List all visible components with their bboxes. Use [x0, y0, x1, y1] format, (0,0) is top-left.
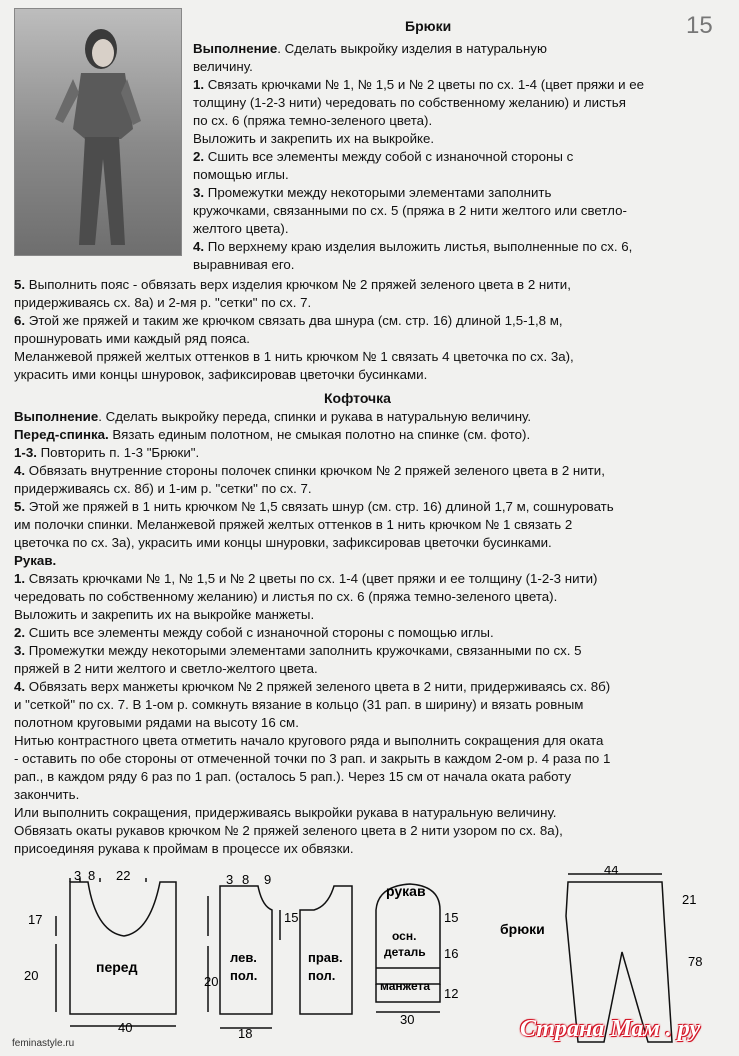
site-name: feminastyle.ru: [12, 1038, 75, 1049]
blouse-instructions: [14, 408, 724, 858]
front-dim-17: 17: [28, 912, 43, 927]
blouse-line: 1-3. Повторить п. 1-3 "Брюки".: [14, 445, 200, 460]
pants-instructions: [193, 40, 723, 274]
pants-line: Меланжевой пряжей желтых оттенков в 1 нить крючком № 1 связать 4 цветочка по сх. 3а),: [14, 349, 574, 364]
blouse-line: 1. Связать крючками № 1, № 1,5 и № 2 цветы по сх. 1-4 (цвет пряжи и ее толщину (1-2-3 нити): [14, 571, 598, 586]
pants-line: прошнуровать ими каждый ряд пояса.: [14, 331, 250, 346]
blouse-line: 2. Сшить все элементы между собой с изнаночной стороны с помощью иглы.: [14, 625, 494, 640]
sleeve-label: рукав: [386, 883, 426, 899]
blouse-line: придерживаясь сх. 8б) и 1-им р. "сетки" по сх. 7.: [14, 481, 312, 496]
blouse-title: Кофточка: [324, 390, 391, 406]
model-photo: [14, 8, 182, 256]
right-label-1: прав.: [308, 950, 343, 965]
blouse-line: 3. Промежутки между некоторыми элементами заполнить кружочками, связанными по сх. 5: [14, 643, 582, 658]
left-dim-20: 20: [204, 974, 219, 989]
blouse-line: им полочки спинки. Меланжевой пряжей желтых оттенков в 1 нить крючком № 1 связать 2: [14, 517, 573, 532]
blouse-line: чередовать по собственному желанию) и листья по сх. 6 (пряжа темно-зеленого цвета).: [14, 589, 558, 604]
left-dim-8: 8: [242, 872, 250, 887]
pants-line: кружочками, связанными по сх. 5 (пряжа в 2 нити желтого или светло-: [193, 203, 627, 218]
blouse-line: Или выполнить сокращения, придерживаясь выкройки рукава в натуральную величину.: [14, 805, 557, 820]
blouse-line: Рукав.: [14, 553, 57, 568]
pants-instructions-full: [14, 276, 724, 384]
front-dim-22: 22: [116, 868, 131, 883]
pants-line: желтого цвета).: [193, 221, 289, 236]
pants-line: помощью иглы.: [193, 167, 289, 182]
left-dim-18: 18: [238, 1026, 253, 1041]
pants-dim-21: 21: [682, 892, 697, 907]
blouse-line: и "сеткой" по сх. 7. В 1-ом р. сомкнуть вязание в кольцо (31 рап. в ширину) и вязать ровным: [14, 697, 584, 712]
sleeve-dim-30: 30: [400, 1012, 415, 1027]
pants-line: 2. Сшить все элементы между собой с изнаночной стороны с: [193, 149, 574, 164]
blouse-line: Обвязать окаты рукавов крючком № 2 пряжей зеленого цвета в 2 нити узором по сх. 8а),: [14, 823, 563, 838]
blouse-line: пряжей в 2 нити желтого и светло-желтого цвета.: [14, 661, 318, 676]
front-dim-8: 8: [88, 868, 96, 883]
front-label: перед: [96, 959, 138, 975]
pants-line: Выполнение. Сделать выкройку изделия в натуральную: [193, 41, 547, 56]
blouse-line: Выложить и закрепить их на выкройке манжеты.: [14, 607, 315, 622]
sleeve-dim-15: 15: [444, 910, 459, 925]
blouse-line: рап., в каждом ряду 6 раз по 1 рап. (осталось 5 рап.). Через 15 см от начала оката работу: [14, 769, 572, 784]
watermark-logo: Страна Мам . ру: [520, 1016, 701, 1042]
right-label-2: пол.: [308, 968, 336, 983]
pants-line: 1. Связать крючками № 1, № 1,5 и № 2 цветы по сх. 1-4 (цвет пряжи и ее: [193, 77, 645, 92]
blouse-line: - оставить по обе стороны от отмеченной точки по 3 рап. и закрыть в каждом 2-ом р. 4 раза по 1: [14, 751, 611, 766]
blouse-line: Выполнение. Сделать выкройку переда, спинки и рукава в натуральную величину.: [14, 409, 532, 424]
left-dim-3: 3: [226, 872, 234, 887]
front-dim-3: 3: [74, 868, 82, 883]
left-label-2: пол.: [230, 968, 258, 983]
pants-line: по сх. 6 (пряжа темно-зеленого цвета).: [193, 113, 433, 128]
blouse-line: Перед-спинка. Вязать единым полотном, не смыкая полотно на спинке (см. фото).: [14, 427, 531, 442]
blouse-line: Нитью контрастного цвета отметить начало кругового ряда и выполнить сокращения для оката: [14, 733, 604, 748]
left-label-1: лев.: [230, 950, 257, 965]
pants-line: 3. Промежутки между некоторыми элементами заполнить: [193, 185, 552, 200]
left-dim-9: 9: [264, 872, 272, 887]
pants-line: придерживаясь сх. 8а) и 2-мя р. "сетки" по сх. 7.: [14, 295, 312, 310]
left-dim-15: 15: [284, 910, 299, 925]
pants-dim-44: 44: [604, 866, 619, 877]
pants-line: 6. Этой же пряжей и таким же крючком связать два шнура (см. стр. 16) длиной 1,5-1,8 м,: [14, 313, 563, 328]
pants-dim-78: 78: [688, 954, 703, 969]
pants-line: 4. По верхнему краю изделия выложить листья, выполненные по сх. 6,: [193, 239, 633, 254]
blouse-line: присоединяя рукава к проймам в процессе их обвязки.: [14, 841, 354, 856]
sleeve-dim-16: 16: [444, 946, 459, 961]
page-number: 15: [686, 12, 713, 39]
blouse-line: цветочка по сх. 3а), украсить ими концы шнуровки, зафиксировав цветочки бусинками.: [14, 535, 552, 550]
pants-line: Выложить и закрепить их на выкройке.: [193, 131, 435, 146]
sleeve-cuff: манжета: [380, 979, 431, 993]
pants-label: брюки: [500, 921, 545, 937]
pants-title: Брюки: [405, 18, 452, 34]
pants-line: украсить ими концы шнуровок, зафиксировав цветочки бусинками.: [14, 367, 428, 382]
pants-line: 5. Выполнить пояс - обвязать верх изделия крючком № 2 пряжей зеленого цвета в 2 нити,: [14, 277, 571, 292]
sleeve-dim-12: 12: [444, 986, 459, 1001]
sleeve-main-1: осн.: [392, 929, 417, 943]
sleeve-main-2: деталь: [384, 945, 426, 959]
front-dim-40: 40: [118, 1020, 133, 1035]
pants-line: толщину (1-2-3 нити) чередовать по собственному желанию) и листья: [193, 95, 626, 110]
blouse-line: закончить.: [14, 787, 80, 802]
blouse-line: 4. Обвязать верх манжеты крючком № 2 пряжей зеленого цвета в 2 нити, придерживаясь сх. 8б): [14, 679, 611, 694]
front-dim-20: 20: [24, 968, 39, 983]
pants-line: величину.: [193, 59, 253, 74]
blouse-line: 4. Обвязать внутренние стороны полочек спинки крючком № 2 пряжей зеленого цвета в 2 нити,: [14, 463, 605, 478]
pants-line: выравнивая его.: [193, 257, 295, 272]
blouse-line: полотном круговыми рядами на высоту 16 см.: [14, 715, 299, 730]
blouse-line: 5. Этой же пряжей в 1 нить крючком № 1,5 связать шнур (см. стр. 16) длиной 1,7 м, сошнуровать: [14, 499, 614, 514]
